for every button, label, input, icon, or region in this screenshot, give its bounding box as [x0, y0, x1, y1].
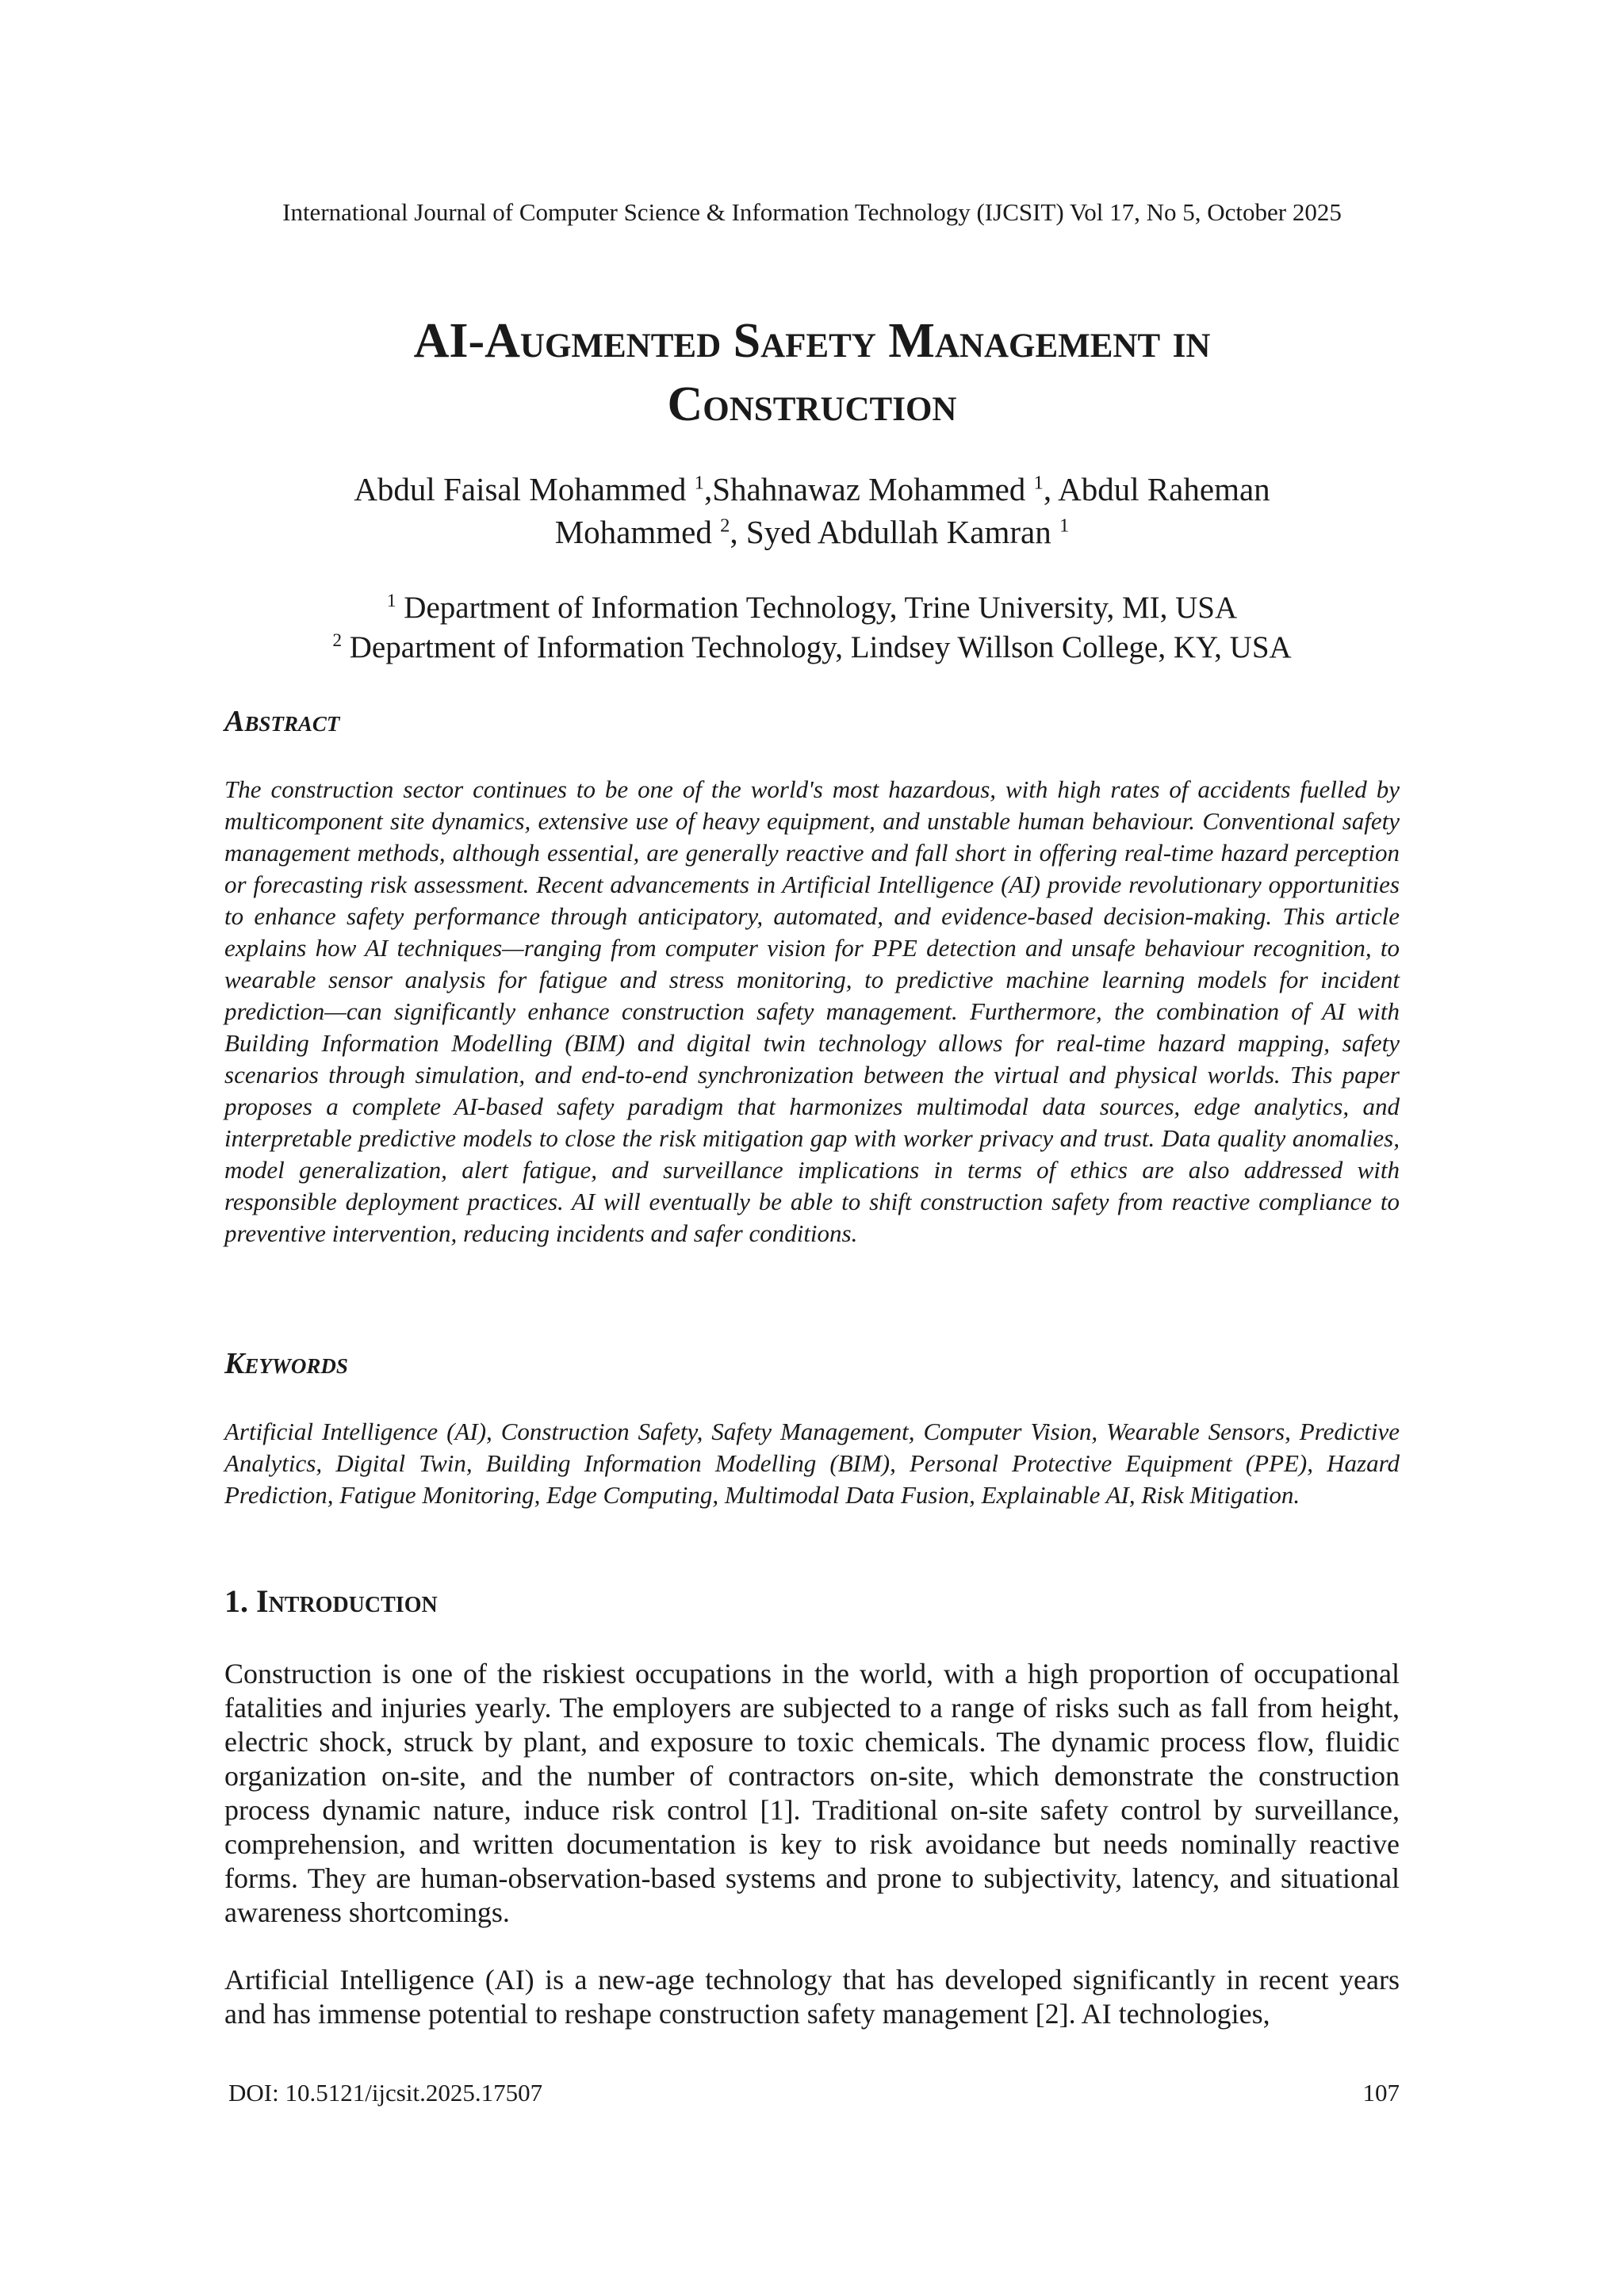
author-name: , Syed Abdullah Kamran: [730, 514, 1060, 550]
author-name: Mohammed: [554, 514, 721, 550]
introduction-heading: 1. Introduction: [224, 1583, 438, 1619]
author-name: ,Shahnawaz Mohammed: [703, 471, 1034, 507]
author-name: , Abdul Raheman: [1043, 471, 1270, 507]
page-number: 107: [1362, 2079, 1400, 2107]
affiliation-marker: 1: [386, 591, 396, 611]
paper-title: [224, 309, 1400, 436]
doi-text: DOI: 10.5121/ijcsit.2025.17507: [228, 2079, 543, 2107]
author-line-1: [224, 468, 1400, 511]
page-footer: [228, 2077, 1400, 2109]
author-affil-marker: 1: [1033, 472, 1044, 494]
affiliation-list: [224, 588, 1400, 668]
affiliation-1: [224, 588, 1400, 628]
keywords-heading: Keywords: [224, 1347, 348, 1380]
author-list: [224, 468, 1400, 553]
introduction-paragraph-1: Construction is one of the riskiest occupations in the world, with a high proportion of occupational fatalities and injuries yearly. The employers are subjected to a range of risks such as fall from height, electric shock, struck by plant, and exposure to toxic chemicals. The dynamic process flow, fluidic organization on-site, and the number of contractors on-site, which demonstrate the construction process dynamic nature, induce risk control [1]. Traditional on-site safety control by surveillance, comprehension, and written documentation is key to risk avoidance but needs nominally reactive forms. They are human-observation-based systems and prone to subjectivity, latency, and situational awareness shortcomings.: [224, 1658, 1400, 1928]
affiliation-2: [224, 628, 1400, 668]
introduction-paragraph-2: Artificial Intelligence (AI) is a new-age technology that has developed significantly in recent years and has immense potential to reshape construction safety management [2]. AI technologies,: [224, 1964, 1400, 2030]
author-affil-marker: 1: [694, 472, 704, 494]
running-header: International Journal of Computer Science & Information Technology (IJCSIT) Vol 17, No 5, October 2025: [282, 198, 1342, 226]
affiliation-marker: 2: [332, 630, 343, 651]
author-line-2: [224, 511, 1400, 553]
affiliation-text: Department of Information Technology, Lindsey Willson College, KY, USA: [342, 630, 1292, 664]
abstract-text: The construction sector continues to be one of the world's most hazardous, with high rates of accidents fuelled by multicomponent site dynamics, extensive use of heavy equipment, and unstable human behaviour. Conventional safety management methods, although essential, are generally reactive and fall short in offering real-time hazard perception or forecasting risk assessment. Recent advancements in Artificial Intelligence (AI) provide revolutionary opportunities to enhance safety performance through anticipatory, automated, and evidence-based decision-making. This article explains how AI techniques—ranging from computer vision for PPE detection and unsafe behaviour recognition, to wearable sensor analysis for fatigue and stress monitoring, to predictive machine learning models for incident prediction—can significantly enhance construction safety management. Furthermore, the combination of AI with Building Information Modelling (BIM) and digital twin technology allows for real-time hazard mapping, safety scenarios through simulation, and end-to-end synchronization between the virtual and physical worlds. This paper proposes a complete AI-based safety paradigm that harmonizes multimodal data sources, edge analytics, and interpretable predictive models to close the risk mitigation gap with worker privacy and trust. Data quality anomalies, model generalization, alert fatigue, and surveillance implications in terms of ethics are also addressed with responsible deployment practices. AI will eventually be able to shift construction safety from reactive compliance to preventive intervention, reducing incidents and safer conditions.: [224, 775, 1400, 1247]
abstract-heading: Abstract: [224, 705, 340, 738]
author-name: Abdul Faisal Mohammed: [354, 471, 695, 507]
affiliation-text: Department of Information Technology, Trine University, MI, USA: [396, 591, 1238, 625]
title-line-1: AI-Augmented Safety Management in: [413, 314, 1211, 368]
author-affil-marker: 2: [720, 515, 730, 537]
keywords-text: Artificial Intelligence (AI), Construction Safety, Safety Management, Computer Vision, Wearable Sensors, Predictive Analytics, Digital Twin, Building Information Modelling (BIM), Personal Protective Equipment (PPE), Hazard Prediction, Fatigue Monitoring, Edge Computing, Multimodal Data Fusion, Explainable AI, Risk Mitigation.: [224, 1418, 1400, 1509]
author-affil-marker: 1: [1059, 515, 1070, 537]
title-line-2: Construction: [667, 377, 957, 431]
